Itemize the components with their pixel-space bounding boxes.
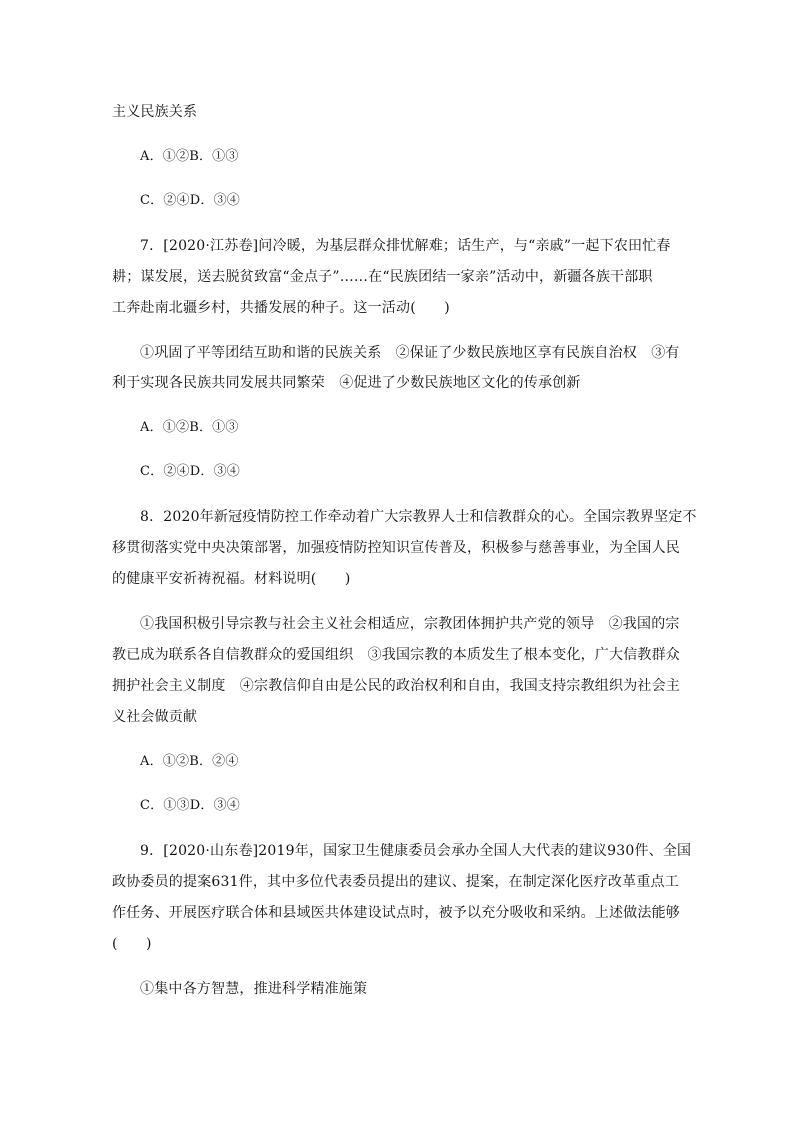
question-8-stem: 8．2020年新冠疫情防控工作牵动着广大宗教界人士和信教群众的心。全国宗教界坚定不: [140, 509, 697, 525]
question-8-statements: 教已成为联系各自信教群众的爱国组织 ③我国宗教的本质发生了根本变化，广大信教群众: [112, 647, 680, 663]
answer-options: C．②④D．③④: [140, 193, 240, 208]
answer-options: C．①③D．③④: [140, 798, 240, 813]
answer-options: C．②④D．③④: [140, 464, 240, 479]
answer-options: A．①②B．①③: [140, 420, 239, 435]
text-line: 主义民族关系: [112, 104, 198, 120]
question-9-stem: 9．[2020·山东卷]2019年，国家卫生健康委员会承办全国人大代表的建议930件、全国: [140, 843, 692, 859]
question-9-stem: 政协委员的提案631件，其中多位代表委员提出的建议、提案，在制定深化医疗改革重点工: [112, 874, 679, 890]
question-9-stem: 作任务、开展医疗联合体和县域医共体建设试点时，被予以充分吸收和采纳。上述做法能够: [112, 905, 680, 921]
question-8-statements: 义社会做贡献: [112, 709, 198, 725]
question-8-stem: 移贯彻落实党中央决策部署，加强疫情防控知识宣传普及，积极参与慈善事业，为全国人民: [112, 540, 680, 556]
question-7-statements: 利于实现各民族共同发展共同繁荣 ④促进了少数民族地区文化的传承创新: [112, 375, 581, 391]
question-7-stem: 7．[2020·江苏卷]问冷暖，为基层群众排忧解难；话生产，与“亲戚”一起下农田忙春: [140, 238, 671, 254]
question-8-stem: 的健康平安祈祷祝福。材料说明( ): [112, 571, 351, 587]
question-7-stem: 耕；谋发展，送去脱贫致富“金点子”……在“民族团结一家亲”活动中，新疆各族干部职: [112, 269, 653, 285]
question-8-statements: 拥护社会主义制度 ④宗教信仰自由是公民的政治权利和自由，我国支持宗教组织为社会主: [112, 678, 680, 694]
question-7-statements: ①巩固了平等团结互助和谐的民族关系 ②保证了少数民族地区享有民族自治权 ③有: [140, 345, 680, 361]
question-8-statements: ①我国积极引导宗教与社会主义社会相适应，宗教团体拥护共产党的领导 ②我国的宗: [140, 616, 680, 632]
answer-options: A．①②B．②④: [140, 754, 239, 769]
answer-options: A．①②B．①③: [140, 149, 239, 164]
question-9-stem: ( ): [112, 936, 152, 952]
question-9-statements: ①集中各方智慧，推进科学精准施策: [140, 981, 368, 997]
question-7-stem: 工奔赴南北疆乡村，共播发展的种子。这一活动( ): [112, 300, 450, 316]
